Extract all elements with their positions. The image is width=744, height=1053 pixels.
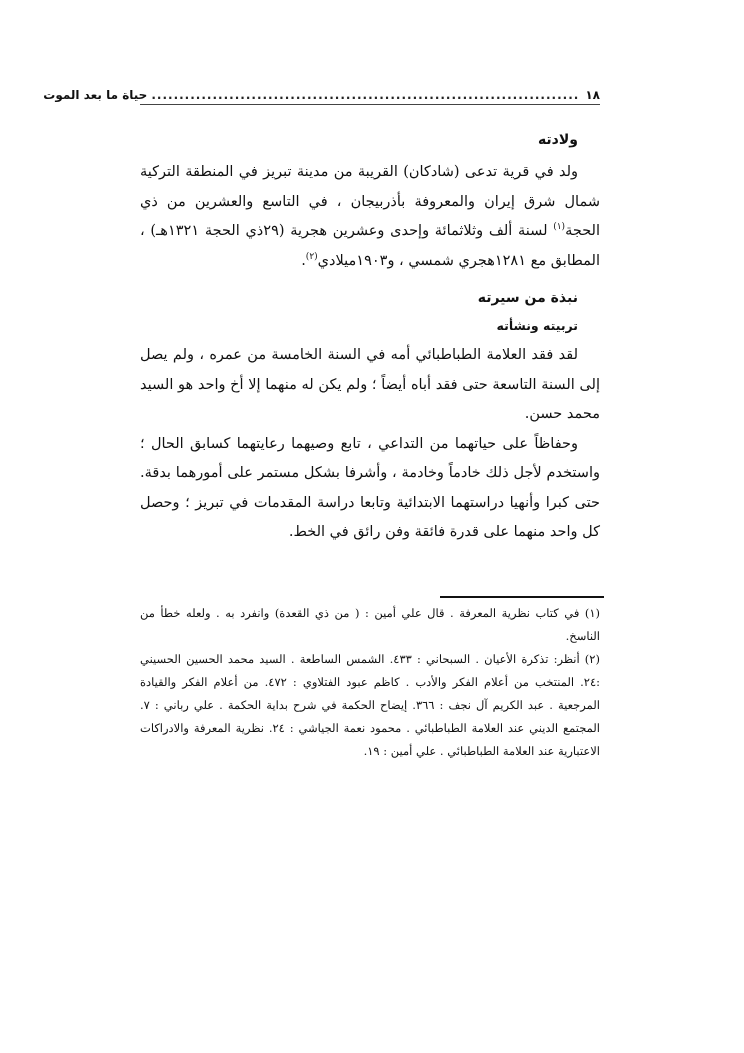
footnote-ref-2[interactable]: (٢) (305, 251, 318, 262)
section-heading-birth: ولادته (537, 132, 578, 148)
upbringing-paragraph-1: لقد فقد العلامة الطباطبائي أمه في السنة الخامسة من عمره ، ولم يصل إلى السنة التاسعة حتى فقد أباه أيضاً ؛ ولم يكن له منهما إلا أخ واحد هو السيد محمد حسن. (140, 347, 600, 422)
header-leader-dots: ............................................................................. (151, 88, 580, 102)
birth-text-part-1: ولد في قرية تدعى (شادكان) القريبة من مدينة تبريز في المنطقة التركية شمال شرق إيران والمعروفة بأذربيجان ، في التاسع والعشرين من ذي الحجة (140, 164, 601, 239)
upbringing-paragraph-2: وحفاظاً على حياتهما من التداعي ، تابع وصيهما رعايتهما كسابق الحال ؛ واستخدم لأجل ذلك خادماً وخادمة ، وأشرفا بشكل مستمر على أمورهما بدقة. حتى كبرا وأنهيا دراستهما الابتدائية وتابعا دراسة المقدمات في تبريز ؛ وحصل كل واحد منهما على قدرة فائقة وفن رائق في الخط. (140, 435, 600, 540)
header-divider (140, 104, 600, 105)
birth-text-part-2: لسنة ألف وثلاثمائة وإحدى وعشرين هجرية (٢٩ذي الحجة ١٣٢١هـ) ، المطابق مع ١٢٨١هجري شمسي ، و١٩٠٣ميلادي (140, 223, 600, 269)
subheading-upbringing: تربيته ونشأته (496, 318, 578, 333)
footnote-divider (440, 596, 604, 598)
main-content (140, 128, 600, 548)
footnotes (140, 602, 600, 763)
section-heading-biography: نبذة من سيرته (477, 290, 578, 306)
footnote-ref-1[interactable]: (١) (553, 222, 566, 233)
page-header (43, 80, 600, 102)
page-number: ١٨ (585, 88, 600, 102)
footnote-2: (٢) أنظر: تذكرة الأعيان . السبحاني : ٤٣٣. الشمس الساطعة . السيد محمد الحسين الحسيني :٢٤. المنتخب من أعلام الفكر والأدب . كاظم عبود الفتلاوي : ٤٧٢. من أعلام الفكر والقيادة المرجعية . عبد الكريم آل نجف : ٣٦٦. إيضاح الحكمة في شرح بداية الحكمة . علي رباني : ٧. المجتمع الديني عند العلامة الطباطبائي . محمود نعمة الجياشي : ٢٤. نظرية المعرفة والادراكات الاعتبارية عند العلامة الطباطبائي . علي أمين : ١٩. (140, 652, 601, 758)
birth-text-part-3: . (301, 252, 306, 269)
birth-paragraph (140, 158, 600, 276)
running-title: حياة ما بعد الموت (43, 88, 148, 102)
footnote-1: (١) في كتاب نظرية المعرفة . قال علي أمين : ( من ذي القعدة) وانفرد به . ولعله خطأ من الناسخ. (140, 606, 600, 643)
